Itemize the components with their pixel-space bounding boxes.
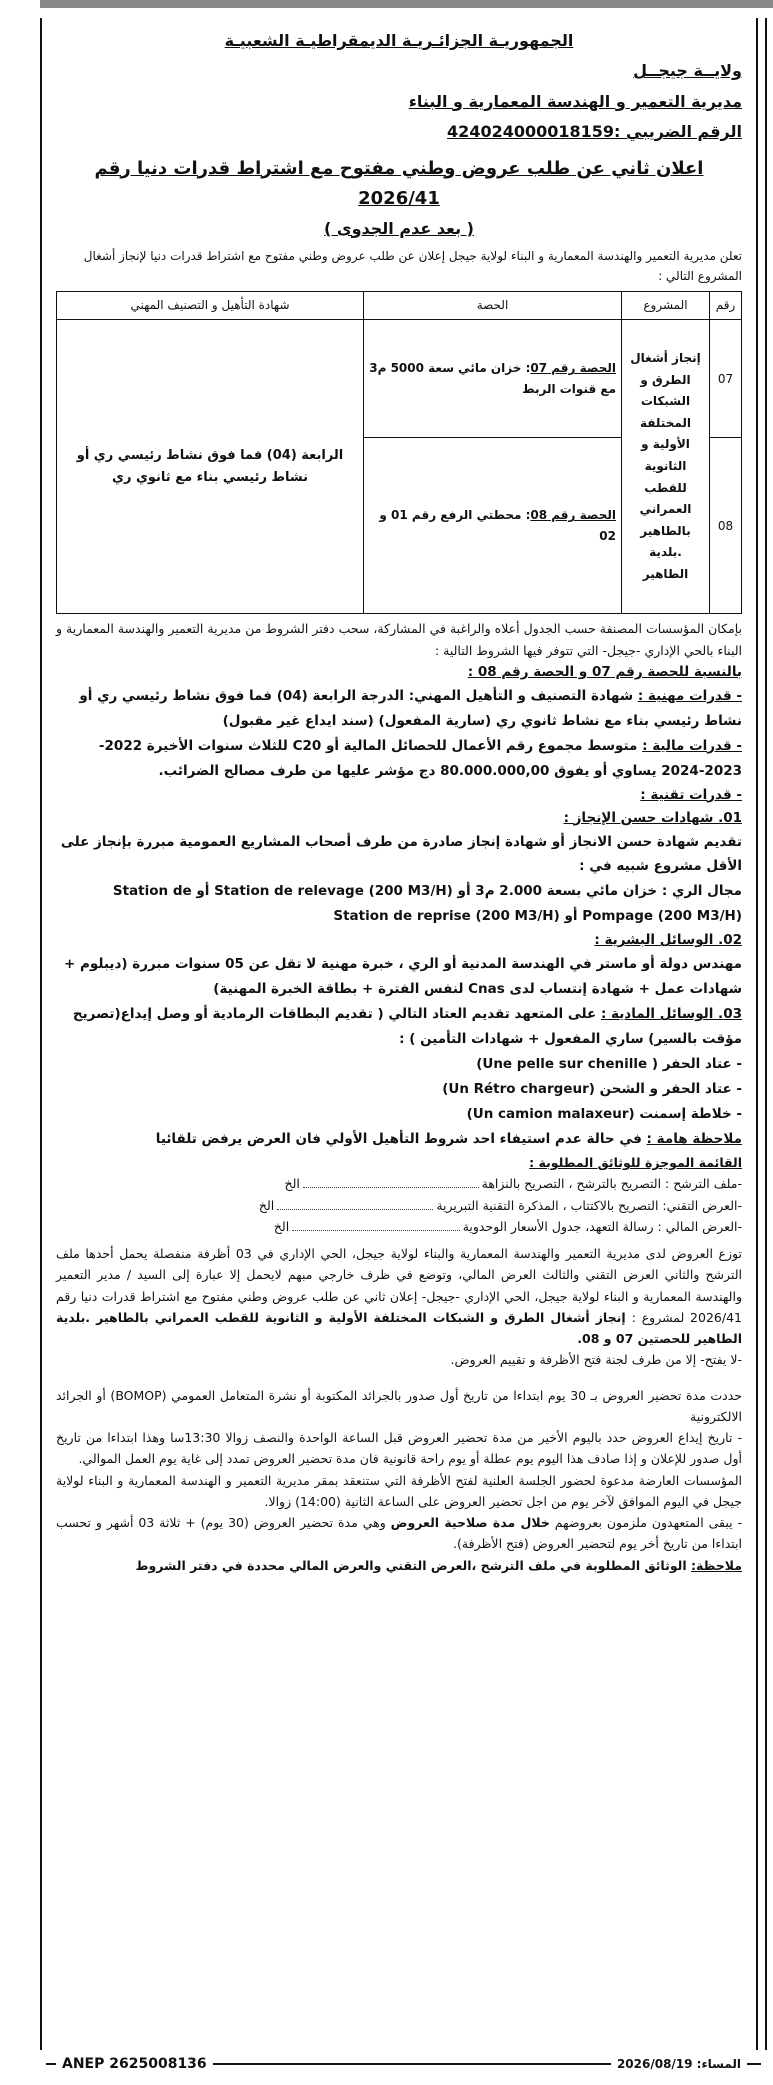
lot-cell: الحصة رقم 07: خزان مائي سعة 5000 م3 مع قنوات الربط (364, 320, 622, 438)
publication-date: المساء: 2026/08/19 (616, 2057, 741, 2071)
section-02-text: مهندس دولة أو ماستر في الهندسة المدنية أو الري ، خبرة مهنية لا تقل عن 05 سنوات مبررة (ديبلوم + شهادات عمل + شهادة إنتساب لدى Cnas لنفس الفترة + بطاقة الخبرة المهنية) (64, 956, 742, 998)
equipment-item: - عتاد الحفر و الشحن (Un Rétro chargeur) (442, 1081, 742, 1098)
tax-number: الرقم الضريبي :424024000018159 (447, 122, 742, 142)
documents-list (56, 1173, 742, 1237)
list-item: -ملف الترشح : التصريح بالترشح ، التصريح بالنزاهة الخ (284, 1176, 742, 1192)
republic-heading: الجمهوريـة الجزائـريـة الديمقراطيـة الشعبيـة (224, 31, 574, 50)
documents-heading: القائمة الموجزة للوثائق المطلوبة : (529, 1155, 742, 1171)
section-01-heading: 01. شهادات حسن الإنجاز : (563, 809, 742, 826)
lot-cell: الحصة رقم 08: محطتي الرفع رقم 01 و 02 (364, 438, 622, 614)
top-gray-bar (40, 0, 773, 8)
lot-number: 07 (710, 320, 742, 438)
col-header-num: رقم (710, 291, 742, 320)
col-header-certificate: شهادة التأهيل و التصنيف المهني (57, 291, 364, 320)
notice-body (42, 18, 756, 1576)
technical-capacity-heading: - قدرات تقنية : (640, 786, 742, 803)
section-01-text: تقديم شهادة حسن الانجاز أو شهادة إنجاز صادرة من طرف أصحاب المشاريع العمومية مبررة بإنجاز على الأقل مشروع شبيه في : (60, 833, 742, 875)
footer-rule (213, 2063, 611, 2065)
eligibility-paragraph: بإمكان المؤسسات المصنفة حسب الجدول أعلاه والراغبة في المشاركة، سحب دفتر الشروط من مديرية التعمير والهندسة المعمارية و البناء بالحي الإداري -جيجل- التي تتوفر فيها الشروط التالية : (56, 621, 742, 658)
intro-paragraph: تعلن مديرية التعمير والهندسة المعمارية و البناء لولاية جيجل إعلان عن طلب عروض وطني مفتوح مع اشتراط قدرات دنيا لإنجاز أشغال المشروع التالي : (83, 248, 742, 284)
financial-capacity: - قدرات مالية : متوسط مجموع رقم الأعمال للحصائل المالية أو C20 للثلاث سنوات الأخيرة 2022-2023-2024 يساوي أو يفوق 80.000.000,00 دج مؤشر عليها من طرف مصالح الضرائب. (98, 737, 742, 779)
footer-rule (46, 2063, 56, 2065)
footer-rule (747, 2063, 761, 2065)
right-border (765, 18, 767, 2050)
lot-number: 08 (710, 438, 742, 614)
col-header-project: المشروع (622, 291, 710, 320)
notice-title: اعلان ثاني عن طلب عروض وطني مفتوح مع اشتراط قدرات دنيا رقم 2026/41 (94, 157, 704, 210)
equipment-item: - خلاطة إسمنت (Un camion malaxeur) (466, 1106, 742, 1123)
final-note: ملاحظة: الوثائق المطلوبة في ملف الترشح ،العرض التقني والعرض المالي محددة في دفتر الشروط (135, 1557, 742, 1573)
anep-code: ANEP 2625008136 (62, 2056, 207, 2072)
table-header-row (57, 291, 742, 320)
important-note: ملاحظة هامة : في حالة عدم استيفاء احد شروط التأهيل الأولي فان العرض يرفض تلقائيا (155, 1131, 742, 1148)
footer (40, 2052, 767, 2076)
certificate-cell: الرابعة (04) فما فوق نشاط رئيسي ري أو نشاط رئيسي بناء مع ثانوي ري (57, 320, 364, 614)
equipment-item: - عتاد الحفر ( Une pelle sur chenille) (476, 1056, 742, 1073)
list-item: -العرض التقني: التصريح بالاكتتاب ، المذكرة التقنية التبريرية الخ (258, 1197, 742, 1213)
no-open-note: -لا يفتح- إلا من طرف لجنة فتح الأظرفة و تقييم العروض. (450, 1352, 742, 1368)
lots-table (56, 291, 742, 615)
duration-paragraph: حددت مدة تحضير العروض بـ 30 يوم ابتداءا من تاريخ أول صدور بالجرائد المكتوبة أو نشرة المتعامل العمومي (BOMOP) أو الجرائد الالكترونية (56, 1387, 742, 1424)
deadline-paragraph: - تاريخ إيداع العروض حدد باليوم الأخير من مدة تحضير العروض قبل الساعة الواحدة والنصف زوالا 13:30سا وهذا ابتداءا من تاريخ أول صدور للإعلان و إذا صادف هذا اليوم يوم عطلة أو يوم راحة قانونية فان مدة تحضير العروض تمدد إلى غاية يوم العمل الموالي. (56, 1430, 742, 1467)
notice-subtitle: ( بعد عدم الجدوى ) (324, 218, 474, 238)
invitation-paragraph: المؤسسات العارضة مدعوة لحضور الجلسة العلنية لفتح الأظرفة التي ستنعقد بمقر مديرية التعمير و الهندسة المعمارية و البناء لولاية جيجل في اليوم الموافق لآخر يوم من اجل تحضير العروض على الساعة الثانية (14:00) زوالا. (56, 1472, 742, 1509)
professional-capacity: - قدرات مهنية : شهادة التصنيف و التأهيل المهني: الدرجة الرابعة (04) فما فوق نشاط رئيسي ري أو نشاط رئيسي بناء مع نشاط ثانوي ري (سارية المفعول) (سند ايداع غير مقبول) (79, 687, 742, 729)
notice-frame (40, 18, 758, 2050)
table-row (57, 320, 742, 438)
section-02-heading: 02. الوسائل البشرية : (594, 932, 742, 949)
col-header-lot: الحصة (364, 291, 622, 320)
directorate-heading: مديرية التعمير و الهندسة المعمارية و البناء (408, 91, 742, 111)
wilaya-heading: ولايــة جيجــل (633, 61, 742, 81)
domain-requirement: مجال الري : خزان مائي بسعة 2.000 م3 أو Station de relevage (200 M3/H) أو Station de Pompage (200 M3/H) أو Station de reprise (200 M3/H) (112, 883, 742, 925)
submission-paragraph: توزع العروض لدى مديرية التعمير والهندسة المعمارية والبناء لولاية جيجل، الحي الإداري في 03 أظرفة منفصلة يحمل أحدها ملف الترشح والثاني العرض التقني والثالث العرض المالي، وتوضع في ظرف خارجي مبهم لايحمل إلا عبارة إلى السيد / مدير التعمير والهندسة المعمارية و البناء لولاية جيجل، الحي الإداري -جيجل- إعلان ثاني عن طلب عروض وطني مفتوح مع اشتراط قدرات دنيا رقم 2026/41 لمشروع : إنجاز أشغال الطرق و الشبكات المختلفة الأولية و الثانوية للقطب العمراني بالطاهير .بلدية الطاهير للحصتين 07 و 08. (56, 1246, 742, 1347)
list-item: -العرض المالي : رسالة التعهد، جدول الأسعار الوحدوية الخ (273, 1218, 742, 1234)
project-cell: إنجاز أشغال الطرق و الشبكات المختلفة الأولية و الثانوية للقطب العمراني بالطاهير .بلدية الطاهير (622, 320, 710, 614)
lots-heading: بالنسبة للحصة رقم 07 و الحصة رقم 08 : (467, 663, 742, 680)
section-03-text: 03. الوسائل المادية : على المتعهد تقديم العتاد التالي ( تقديم البطاقات الرمادية أو وصل إيداع(تصريح مؤقت بالسير) ساري المفعول + شهادات التأمين ) : (72, 1006, 742, 1048)
validity-paragraph: - يبقى المتعهدون ملزمون بعروضهم خلال مدة صلاحية العروض وهي مدة تحضير العروض (30 يوم) + ثلاثة 03 أشهر و تحسب ابتداءا من تاريخ أخر يوم لتحضير العروض (فتح الأظرفة). (56, 1515, 742, 1552)
